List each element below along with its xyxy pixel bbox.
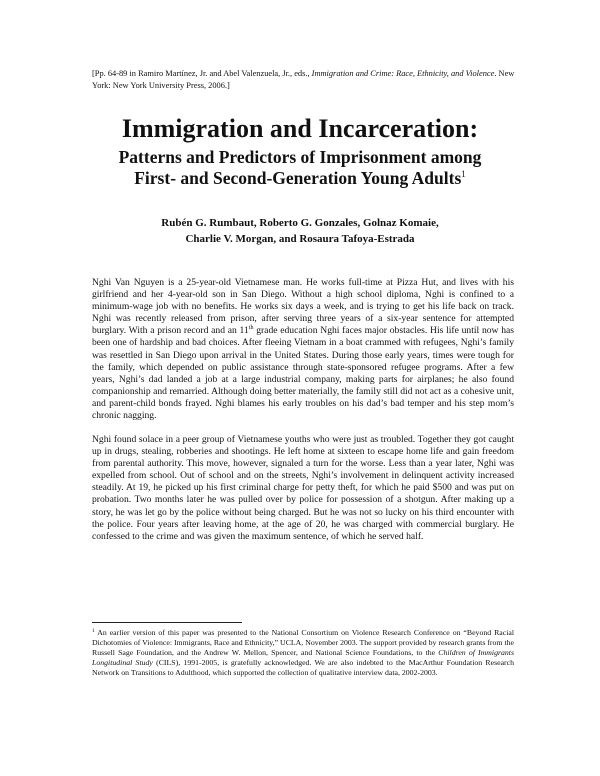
paper-title: Immigration and Incarceration: xyxy=(121,114,479,143)
citation-prefix: [Pp. 64-89 in Ramiro Martínez, Jr. and Abel Valenzuela, Jr., eds., xyxy=(92,69,312,78)
body-paragraph-2: Nghi found solace in a peer group of Vietnamese youths who were just as troubled. Together they got caught up in drugs, stealing, robberies and shootings. He left home at sixteen to escape home life and gain freedom from parental authority. This move, however, signaled a turn for the worse. Less than a year later, Nghi was expelled from school. Out of school and on the streets, Nghi’s involvement in delinquent activity increased steadily. At 19, he picked up his first criminal charge for petty theft, for which he paid $500 and was put on probation. Two months later he was pulled over by police for possession of a shotgun. After making up a story, he was let go by the police without being charged. But he was not so lucky on his third encounter with the police. Four years after leaving home, at the age of 20, he was charged with commercial burglary. He confessed to the crime and was given the maximum sentence, of which he served half. xyxy=(92,434,514,542)
title-footnote-marker[interactable]: 1 xyxy=(461,169,466,179)
footnote-study-title: Children of Immigrants Longitudinal Study xyxy=(92,648,514,667)
paragraph-1-part-1: Nghi Van Nguyen is a 25-year-old Vietnamese man. He works full-time at Pizza Hut, and lives with his girlfriend and her 4-year-old son in San Diego. Without a high school diploma, Nghi is confined to a minimum-wage job with no benefits. He works six days a week, and is trying to get his life back on track. Nghi was recently released from prison, after serving three years of a six-year sentence for attempted burglary. With a prison record and an 11 xyxy=(92,277,514,337)
footnote-marker: 1 xyxy=(92,628,95,634)
publication-citation xyxy=(92,68,522,92)
footnote-divider xyxy=(92,622,242,623)
body-paragraph-1 xyxy=(92,277,514,422)
footnote-part-1: An earlier version of this paper was presented to the National Consortium on Violence Research Conference on “Beyond Racial Dichotomies of Violence: Immigrants, Race and Ethnicity,” UCLA, November 2003. The support provided by research grants from the Russell Sage Foundation, and the Andrew W. Mellon, Spencer, and National Science Foundations, to the xyxy=(92,628,514,657)
subtitle-line-2: First- and Second-Generation Young Adults xyxy=(134,168,462,188)
authors-line-2: Charlie V. Morgan, and Rosaura Tafoya-Estrada xyxy=(185,233,415,245)
ordinal-suffix: th xyxy=(248,325,254,332)
footnote-part-2: (CILS), 1991-2005, is gratefully acknowledged. We are also indebted to the MacArthur Foundation Research Network on Transitions to Adulthood, which supported the collection of qualitative interview data, 2002-2003. xyxy=(92,658,514,677)
subtitle-line-1: Patterns and Predictors of Imprisonment among xyxy=(118,147,482,167)
paper-subtitle xyxy=(0,147,600,189)
citation-suffix: . New York: New York University Press, 2006.] xyxy=(92,69,515,90)
paragraph-1-part-2: grade education Nghi faces major obstacles. His life until now has been one of hardship and bad choices. After fleeing Vietnam in a boat crammed with refugees, Nghi’s family was resettled in San Diego upon arrival in the United States. During those early years, times were tough for the family, which depended on public assistance through state-sponsored refugee programs. After a few years, Nghi’s dad landed a job at a large industrial company, making parts for airplanes; he also found companionship and remarried. Although doing better materially, the family still did not act as a cohesive unit, and parent-child bonds frayed. Nghi blames his early troubles on his dad’s bad temper and his step mom’s chronic nagging. xyxy=(92,325,515,422)
authors-line-1: Rubén G. Rumbaut, Roberto G. Gonzales, Golnaz Komaie, xyxy=(161,217,439,229)
footnote-1 xyxy=(92,628,514,678)
author-list xyxy=(0,215,600,247)
citation-book-title: Immigration and Crime: Race, Ethnicity, and Violence xyxy=(311,69,495,78)
